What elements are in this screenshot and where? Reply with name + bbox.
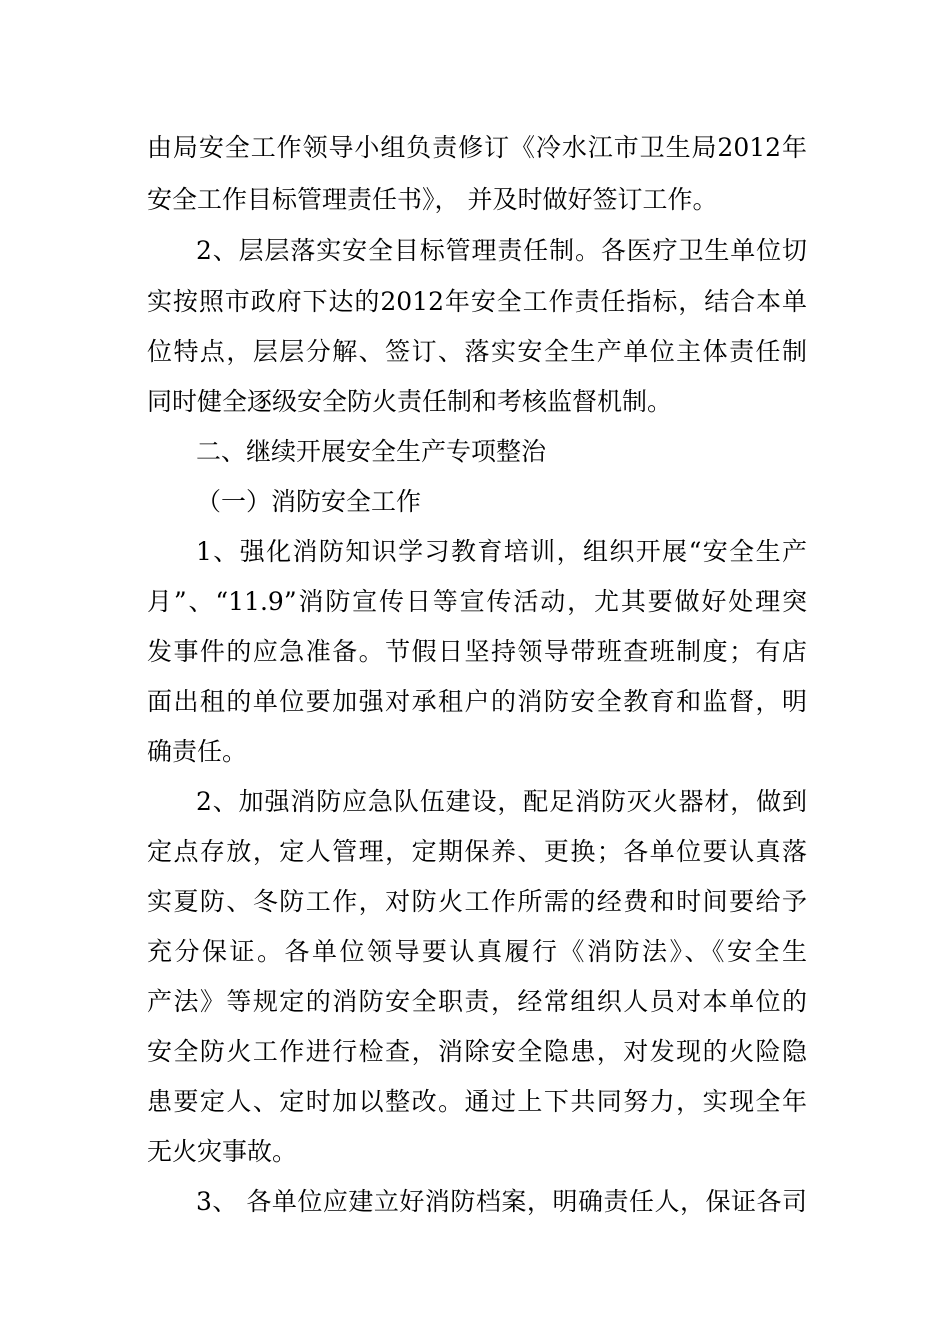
text-line: 位特点，层层分解、签订、落实安全生产单位主体责任制	[147, 337, 807, 366]
subsection-heading: （一）消防安全工作	[196, 487, 422, 516]
text-line: 实按照市政府下达的2012年安全工作责任指标，结合本单	[147, 287, 807, 316]
text-line: 2、加强消防应急队伍建设，配足消防灭火器材，做到	[196, 787, 807, 816]
text-line: 实夏防、冬防工作，对防火工作所需的经费和时间要给予	[147, 887, 807, 916]
text-line: 发事件的应急准备。节假日坚持领导带班查班制度；有店	[147, 637, 807, 666]
text-line: 3、 各单位应建立好消防档案，明确责任人，保证各司	[196, 1187, 807, 1216]
text-line: 产法》等规定的消防安全职责，经常组织人员对本单位的	[147, 987, 807, 1016]
text-line: 充分保证。各单位领导要认真履行《消防法》、《安全生	[147, 937, 807, 966]
text-line: 患要定人、定时加以整改。通过上下共同努力，实现全年	[147, 1087, 807, 1116]
text-line: 无火灾事故。	[147, 1137, 298, 1166]
text-line: 定点存放，定人管理，定期保养、更换；各单位要认真落	[147, 837, 807, 866]
text-line: 安全工作目标管理责任书》， 并及时做好签订工作。	[147, 185, 718, 214]
text-line: 同时健全逐级安全防火责任制和考核监督机制。	[147, 387, 673, 416]
text-line: 2、层层落实安全目标管理责任制。各医疗卫生单位切	[196, 236, 807, 265]
text-line: 由局安全工作领导小组负责修订《冷水江市卫生局2012年	[147, 133, 807, 162]
text-line: 安全防火工作进行检查，消除安全隐患，对发现的火险隐	[147, 1037, 807, 1066]
text-line: 面出租的单位要加强对承租户的消防安全教育和监督，明	[147, 687, 807, 716]
section-heading: 二、继续开展安全生产专项整治	[196, 437, 547, 466]
text-line: 月”、“11.9”消防宣传日等宣传活动，尤其要做好处理突	[147, 587, 807, 616]
text-line: 确责任。	[147, 737, 248, 766]
text-line: 1、强化消防知识学习教育培训，组织开展“安全生产	[196, 537, 807, 566]
